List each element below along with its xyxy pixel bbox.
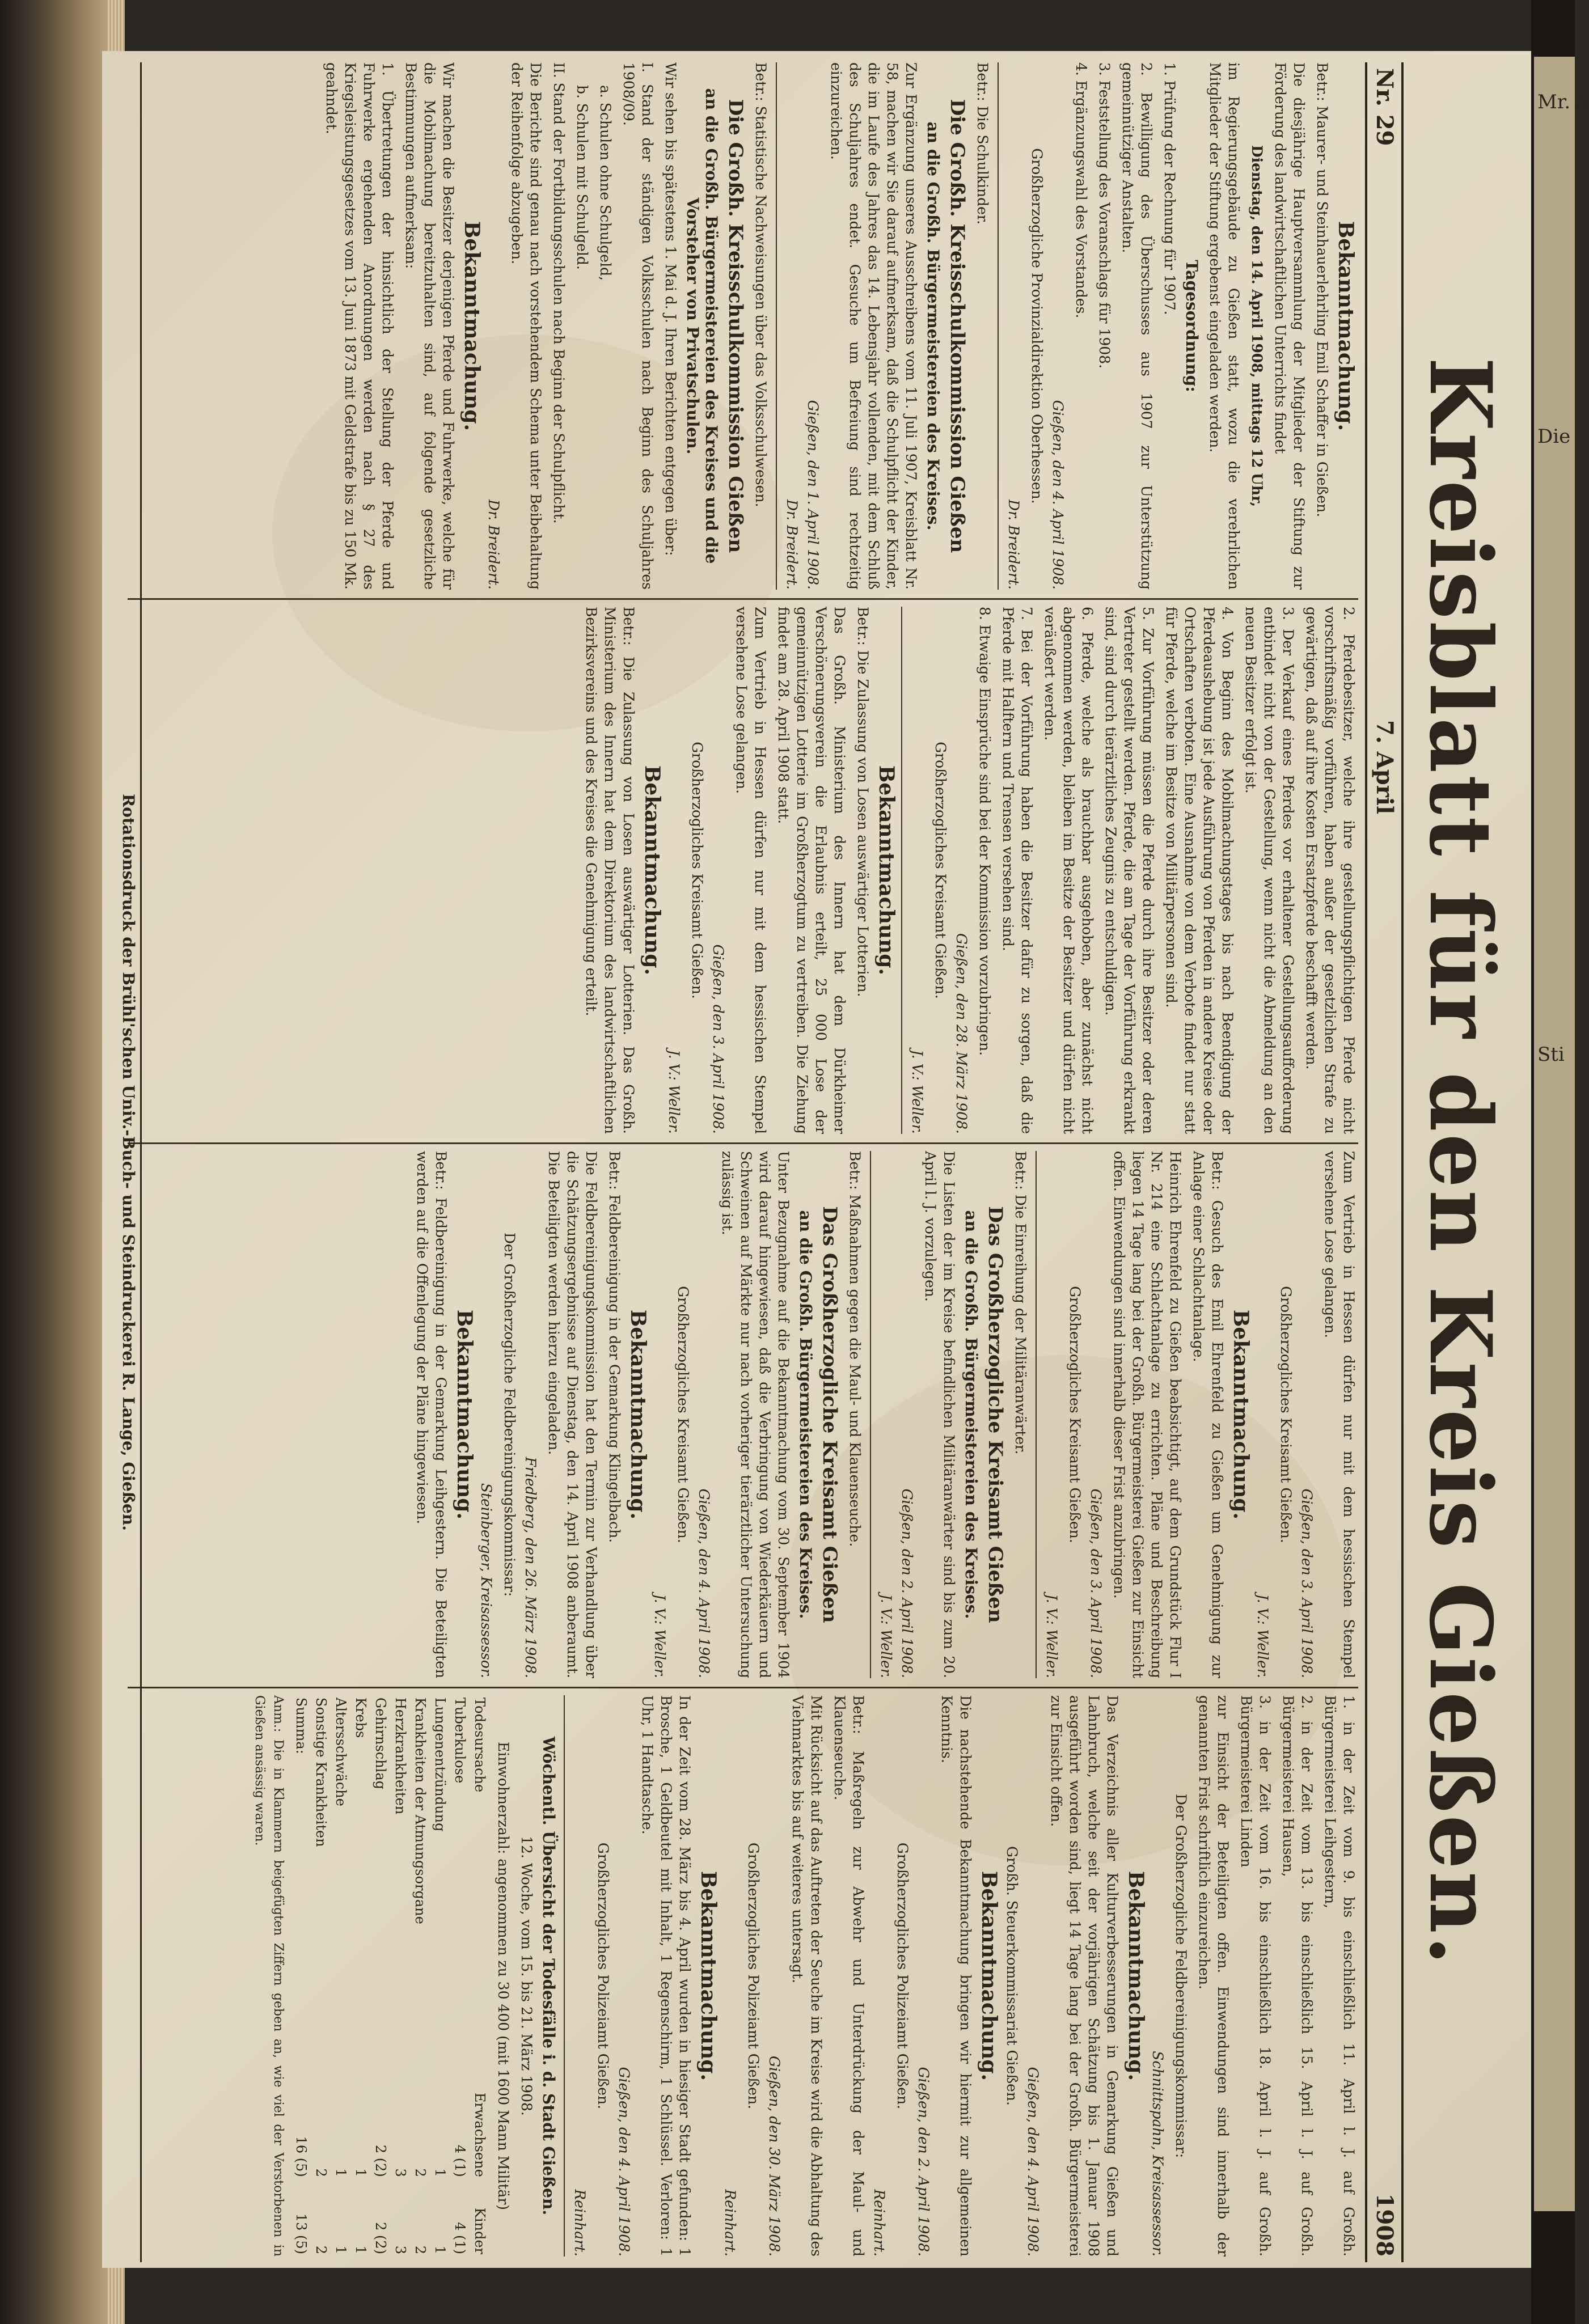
office: Großherzogliches Kreisamt Gießen. bbox=[1067, 1286, 1083, 1543]
addressee: an die Großh. Bürgermeistereien des Kreises. bbox=[962, 1210, 981, 1619]
text: In der Zeit vom 28. März bis 4. April wurden in hiesiger Stadt gefunden: 1 Brosche, 1 Geldbeutel mit Inhalt, 1 Regenschirm, 1 Schlüssel. Verloren: 1 Uhr, 1 Handtasche. bbox=[639, 1695, 693, 2257]
betr: Betr.: Maurer- und Steinhauerlehrling Emil Schaffer in Gießen. bbox=[1314, 62, 1330, 518]
divider bbox=[901, 607, 902, 1134]
text: Mit Rücksicht auf das Auftreten der Seuche im Kreise wird die Abhaltung des Viehmarktes bis auf weiteres untersagt. bbox=[789, 1695, 825, 2257]
table-cell: 4 (1) bbox=[452, 2222, 468, 2254]
place-date: Gießen, den 30. März 1908. bbox=[766, 2056, 783, 2257]
place-date: Friedberg, den 26. März 1908. bbox=[522, 1457, 539, 1678]
masthead bbox=[1401, 62, 1514, 2262]
place-date: Gießen, den 3. April 1908. bbox=[1299, 1488, 1315, 1678]
list-item: 2. in der Zeit vom 13. bis einschließlich 15. April l. J. auf Großh. Bürgermeisterei Hausen, bbox=[1280, 1695, 1315, 2257]
place-date: Gießen, den 1. April 1908. bbox=[805, 400, 821, 590]
printer-imprint: Rotationsdruck der Brühl'schen Univ.-Buch- und Steindruckerei R. Lange, Gießen. bbox=[115, 62, 142, 2262]
signature: J. V.: Weller. bbox=[878, 1594, 894, 1678]
newspaper-title: Kreisblatt für den Kreis Gießen. bbox=[1410, 357, 1510, 1968]
place-date: Gießen, den 3. April 1908. bbox=[710, 944, 726, 1134]
list-item: 2. Pferdebesitzer, welche ihre gestellungspflichtigen Pferde nicht vorschriftsmäßig vorführen, haben außer der gesetzlichen Strafe zu gewärtigen, daß auf ihre Kosten Ersatzpferde beschafft werden. bbox=[1303, 607, 1357, 1134]
signature: J. V.: Weller. bbox=[666, 1049, 682, 1134]
table-cell: 1 bbox=[432, 2168, 448, 2177]
office: Großherzogliches Kreisamt Gießen. bbox=[932, 742, 949, 999]
signature: Reinhart. bbox=[572, 2189, 588, 2257]
signature: Dr. Breidert. bbox=[1005, 499, 1022, 590]
column-rule bbox=[128, 598, 1358, 600]
text: Zum Vertrieb in Hessen dürfen nur mit dem hessischen Stempel versehene Lose gelangen. bbox=[1322, 1151, 1357, 1678]
issue-line bbox=[1365, 62, 1404, 2262]
column-rule bbox=[128, 1142, 1358, 1144]
heading: Bekanntmachung. bbox=[1229, 1309, 1253, 1520]
office: Großherzogliches Polizeiamt Gießen. bbox=[595, 1842, 611, 2110]
signature: Dr. Breidert. bbox=[485, 499, 502, 590]
signature: Dr. Breidert. bbox=[784, 499, 800, 590]
column-2 bbox=[128, 607, 1358, 1134]
betr: Betr.: Die Einreihung der Militäranwärter. bbox=[1012, 1151, 1029, 1455]
signature: J. V.: Weller. bbox=[909, 1049, 925, 1134]
issue-date: 7. April bbox=[1371, 720, 1398, 815]
list-item: a. Schulen ohne Schulgeld, bbox=[597, 85, 614, 281]
table-cell: Lungenentzündung bbox=[432, 1698, 448, 1832]
betr: Betr.: Maßregeln zur Abwehr und Unterdrückung der Maul- und Klauenseuche. bbox=[831, 1695, 867, 2257]
text: Die nachstehende Bekanntmachung bringen wir hiermit zur allgemeinen Kenntnis. bbox=[939, 1695, 974, 2257]
next-page-fragment bbox=[1534, 57, 1589, 2211]
table-cell: 1 bbox=[353, 2245, 369, 2254]
table-cell: 4 (1) bbox=[452, 2144, 468, 2177]
next-page-text: Sti bbox=[1537, 1043, 1565, 1066]
divider bbox=[776, 62, 777, 590]
table-header-row bbox=[470, 1695, 489, 2257]
heading: Bekanntmachung. bbox=[1124, 1870, 1148, 2081]
list-item: 3. in der Zeit vom 16. bis einschließlich 18. April l. J. auf Großh. Bürgermeisterei Linden bbox=[1238, 1695, 1273, 2257]
stats-subtitle: 12. Woche, vom 15. bis 21. März 1908. bbox=[518, 1836, 535, 2116]
stats-population: Einwohnerzahl: angenommen zu 30 400 (mit 1600 Mann Militär) bbox=[495, 1741, 512, 2211]
office: Großherzogliche Provinzialdirektion Oberhessen. bbox=[1029, 148, 1045, 504]
agenda-item: 1. Prüfung der Rechnung für 1907. bbox=[1161, 62, 1178, 315]
issue-year: 1908 bbox=[1371, 2193, 1398, 2257]
table-cell: Altersschwäche bbox=[333, 1698, 349, 1806]
table-header: Todesursache bbox=[472, 1698, 488, 1793]
heading: Bekanntmachung. bbox=[453, 1309, 476, 1520]
signature: J. V.: Weller. bbox=[1043, 1594, 1060, 1678]
office: Großherzogliches Kreisamt Gießen. bbox=[689, 742, 705, 999]
divider bbox=[870, 1151, 871, 1678]
list-item: II. Stand der Fortbildungsschulen nach Beginn der Schulpflicht. bbox=[551, 62, 567, 524]
list-item: 8. Etwaige Einsprüche sind bei der Kommission vorzubringen. bbox=[977, 607, 993, 1056]
signature: J. V.: Weller. bbox=[1254, 1594, 1271, 1678]
office: Großherzogliches Kreisamt Gießen. bbox=[1278, 1286, 1294, 1543]
table-cell: 2 (2) bbox=[373, 2222, 388, 2254]
table-header: Erwachsene bbox=[472, 2092, 488, 2177]
stats-note: Anm.: Die in Klammern beigefügten Ziffern geben an, wie viel der Verstorbenen in Gießen ansässig waren. bbox=[252, 1695, 285, 2257]
text: Das Großh. Ministerium des Innern hat dem Dürkheimer Verschönerungsverein die Erlaubnis erteilt, 25 000 Lose der gemeinnützigen Lotterie im Großherzogtum zu vertreiben. Die Ziehung findet am 28. April 1908 statt. bbox=[775, 607, 848, 1134]
addressee: an die Großh. Bürgermeistereien des Kreises. bbox=[796, 1210, 815, 1619]
rotated-content bbox=[113, 62, 1514, 2262]
betr: Betr.: Die Schulkinder. bbox=[974, 62, 991, 225]
table-cell: 2 bbox=[412, 2245, 428, 2254]
text: 1. Übertretungen der hinsichtlich der Stellung der Pferde und Fuhrwerke ergehenden Anordnungen werden nach § 27 des Kriegsleistungsgesetzes vom 13. Juni 1873 mit Geldstrafe bis zu 150 Mk. geahndet. bbox=[323, 62, 396, 590]
heading: Bekanntmachung. bbox=[460, 221, 484, 431]
table-cell: Krebs bbox=[353, 1698, 369, 1738]
table-row bbox=[430, 1695, 450, 2257]
table-cell: Sonstige Krankheiten bbox=[313, 1698, 329, 1847]
issuer: Die Großh. Kreisschulkommission Gießen bbox=[724, 99, 747, 553]
table-cell: 1 bbox=[353, 2168, 369, 2177]
text: Heinrich Ehrenfeld zu Gießen beabsichtigt, auf dem Grundstück Flur I Nr. 214 eine Schlachtanlage zu errichten. Pläne und Beschreibung liegen 14 Tage lang bei der Großh. Bürgermeisterei Gießen zur Einsicht offen. Einwendungen sind innerhalb dieser Frist anzubringen. bbox=[1111, 1151, 1184, 1678]
table-row bbox=[410, 1695, 430, 2257]
place-date: Gießen, den 4. April 1908. bbox=[1050, 400, 1066, 590]
agenda-title: Tagesordnung: bbox=[1182, 260, 1201, 392]
heading: Bekanntmachung. bbox=[640, 765, 664, 976]
table-cell: 1 bbox=[333, 2245, 349, 2254]
text: Betr.: Feldbereinigung in der Gemarkung Leihgestern. Die Beteiligten werden auf die Offenlegung der Pläne hingewiesen. bbox=[414, 1151, 449, 1678]
text: Die diesjährige Hauptversammlung der Mitglieder der Stiftung zur Förderung des landwirtschaftlichen Unterrichts findet bbox=[1272, 62, 1307, 590]
table-cell: 1 bbox=[432, 2245, 448, 2254]
list-item: 7. Bei der Vorführung haben die Besitzer dafür zu sorgen, daß die Pferde mit Halftern und Trensen versehen sind. bbox=[1000, 607, 1035, 1134]
text: Zur Ergänzung unseres Ausschreibens vom 11. Juli 1907, Kreisblatt Nr. 58, machen wir Sie darauf aufmerksam, daß die Schulpflicht der Kinder, die im Laufe des Jahres das 14. Lebensjahr vollenden, mit dem Schluß des Schuljahres endet. Gesuche um Befreiung sind rechtzeitig einzureichen. bbox=[828, 62, 919, 590]
issue-number: Nr. 29 bbox=[1371, 68, 1398, 146]
text: im Regierungsgebäude zu Gießen statt, wozu die verehrlichen Mitglieder der Stiftung ergebenst eingeladen werden. bbox=[1207, 62, 1242, 590]
table-cell: 13 (5) bbox=[293, 2213, 309, 2254]
place-date: Gießen, den 2. April 1908. bbox=[899, 1488, 915, 1678]
table-row bbox=[311, 1695, 331, 2257]
column-4 bbox=[128, 1695, 1358, 2257]
list-item: 1. in der Zeit vom 9. bis einschließlich 11. April l. J. auf Großh. Bürgermeisterei Leihgestern, bbox=[1322, 1695, 1357, 2257]
column-1 bbox=[128, 62, 1358, 590]
place-date: Gießen, den 3. April 1908. bbox=[1088, 1488, 1104, 1678]
signature: Reinhart. bbox=[871, 2189, 888, 2257]
table-row bbox=[331, 1695, 350, 2257]
table-row bbox=[450, 1695, 470, 2257]
text: zur Einsicht der Beteiligten offen. Einwendungen sind innerhalb der genannten Frist schriftlich einzureichen. bbox=[1196, 1695, 1231, 2257]
table-header: Kinder bbox=[472, 2207, 488, 2254]
place-date: Gießen, den 2. April 1908. bbox=[915, 2067, 932, 2257]
list-item: I. Stand der ständigen Volksschulen nach Beginn des Schuljahres 1908/09. bbox=[620, 62, 656, 590]
stats-title: Wöchentl. Übersicht der Todesfälle i. d. Stadt Gießen. bbox=[539, 1736, 558, 2216]
office: Der Großherzogliche Feldbereinigungskommissar: bbox=[1173, 1793, 1189, 2158]
divider bbox=[564, 1695, 565, 2257]
table-row bbox=[370, 1695, 390, 2257]
list-item: 3. Der Verkauf eines Pferdes vor erhaltener Gestellungsaufforderung entbindet nicht von der Gestellung, wenn nicht die Abmeldung an den neuen Besitzer erfolgt ist. bbox=[1243, 607, 1296, 1134]
table-cell: 2 bbox=[313, 2168, 329, 2177]
text: Zum Vertrieb in Hessen dürfen nur mit dem hessischen Stempel versehene Lose gelangen. bbox=[733, 607, 768, 1134]
text: Wir machen die Besitzer derjenigen Pferde und Fuhrwerke, welche für die Mobilmachung bereitzuhalten sind, auf folgende gesetzliche Bestimmungen aufmerksam: bbox=[403, 62, 457, 590]
text: Wir sehen bis spätestens 1. Mai d. J. Ihren Berichten entgegen über: bbox=[662, 62, 679, 556]
list-item: 4. Von Beginn des Mobilmachungstages bis nach Beendigung der Pferdeaushebung ist jede Ausführung von Pferden in andere Kreise oder Ortschaften verboten. Eine Ausnahme von dem Verbote findet nur statt für Pferde, welche im Besitze von Militärpersonen sind. bbox=[1163, 607, 1236, 1134]
table-cell: 2 (2) bbox=[373, 2144, 388, 2177]
table-row bbox=[350, 1695, 370, 2257]
table-cell: 3 bbox=[392, 2245, 408, 2254]
meeting-date: Dienstag, den 14. April 1908, mittags 12 Uhr, bbox=[1249, 145, 1265, 507]
text: Die Listen der im Kreise befindlichen Militäranwärter sind bis zum 20. April l. J. vorzulegen. bbox=[922, 1151, 957, 1678]
heading: Bekanntmachung. bbox=[874, 765, 898, 976]
text: Unter Bezugnahme auf die Bekanntmachung vom 30. September 1904 wird darauf hingewiesen, daß die Verbringung von Wiederkäuern und Schweinen auf Märkte nur nach vorheriger tierärztlicher Untersuchung zulässig ist. bbox=[719, 1151, 792, 1678]
office: Großherzogliches Polizeiamt Gießen. bbox=[894, 1842, 911, 2110]
text: Betr.: Die Zulassung von Losen auswärtiger Lotterien. Das Großh. Ministerium des Innern hat dem Direktorium des landwirtschaftlichen Bezirksvereins und des Kreises die Genehmigung erteilt. bbox=[583, 607, 637, 1134]
text: Die Feldbereinigungskommission hat den Termin zur Verhandlung über die Schätzungsergebnisse auf Dienstag, den 14. April 1908 anberaumt. Die Beteiligten werden hierzu eingeladen. bbox=[546, 1151, 599, 1678]
list-item: 6. Pferde, welche als brauchbar ausgehoben, aber zunächst nicht abgenommen werden, bleiben im Besitze der Besitzer und dürfen nicht veräußert werden. bbox=[1042, 607, 1096, 1134]
table-total-row bbox=[291, 1695, 311, 2257]
table-cell: 2 bbox=[412, 2168, 428, 2177]
agenda-item: 4. Ergänzungswahl des Vorstandes. bbox=[1073, 62, 1089, 319]
heading: Bekanntmachung. bbox=[696, 1870, 720, 2081]
text: Die Berichte sind genau nach vorstehendem Schema unter Beibehaltung der Reihenfolge abzugeben. bbox=[509, 62, 544, 590]
place-date: Gießen, den 28. März 1908. bbox=[953, 933, 970, 1134]
text: Das Verzeichnis aller Kulturverbesserungen in Gemarkung Gießen und Lahnbruch, welche seit der vorjährigen Schätzung bis 1. Januar 1908 ausgeführt worden sind, liegt 14 Tage lang bei der Großh. Bürgermeisterei zur Einsicht offen. bbox=[1048, 1695, 1121, 2257]
betr: Betr.: Die Zulassung von Losen auswärtiger Lotterien. bbox=[855, 607, 871, 997]
divider bbox=[1036, 1151, 1037, 1678]
office: Großherzogliches Kreisamt Gießen. bbox=[675, 1286, 691, 1543]
betr: Betr.: Gesuch des Emil Ehrenfeld zu Gießen um Genehmigung zur Anlage einer Schlachtanlage. bbox=[1190, 1151, 1225, 1678]
place-date: Gießen, den 4. April 1908. bbox=[1025, 2067, 1041, 2257]
table-cell: 2 bbox=[313, 2245, 329, 2254]
table-cell: Krankheiten der Atmungsorgane bbox=[412, 1698, 428, 1924]
table-cell: 3 bbox=[392, 2168, 408, 2177]
addressee: an die Großh. Bürgermeistereien des Kreises. bbox=[924, 121, 943, 531]
divider bbox=[998, 62, 999, 590]
list-item: b. Schulen mit Schulgeld. bbox=[574, 85, 590, 270]
betr: Betr.: Maßnahmen gegen die Maul- und Klauenseuche. bbox=[847, 1151, 863, 1547]
table-cell: Summa: bbox=[293, 1698, 309, 1754]
table-cell: 16 (5) bbox=[293, 2136, 309, 2177]
newspaper-page bbox=[102, 51, 1531, 2268]
addressee: an die Großh. Bürgermeistereien des Kreises und die Vorsteher von Privatschulen. bbox=[683, 88, 721, 564]
next-page-text: Die bbox=[1537, 425, 1571, 448]
heading: Bekanntmachung. bbox=[1334, 221, 1358, 431]
agenda-item: 2. Bewilligung des Überschusses aus 1907 zur Unterstützung gemeinnütziger Anstalten. bbox=[1119, 62, 1155, 590]
office: Großherzogliches Polizeiamt Gießen. bbox=[745, 1842, 762, 2110]
heading: Bekanntmachung. bbox=[626, 1309, 650, 1520]
signature: Reinhart. bbox=[722, 2189, 738, 2257]
office: Großh. Steuerkommissariat Gießen. bbox=[1004, 1846, 1020, 2106]
table-cell: Herzkrankheiten bbox=[392, 1698, 408, 1815]
list-item: 5. Zur Vorführung müssen die Pferde durch ihre Besitzer oder deren Vertreter gestellt werden. Pferde, die am Tage der Vorführung erkrankt sind, sind durch tierärztliches Zeugnis zu entschuldigen. bbox=[1102, 607, 1156, 1134]
table-row bbox=[390, 1695, 410, 2257]
issuer: Das Großherzogliche Kreisamt Gießen bbox=[818, 1206, 841, 1623]
heading: Bekanntmachung. bbox=[977, 1870, 1001, 2081]
issuer: Die Großh. Kreisschulkommission Gießen bbox=[946, 99, 969, 553]
betr: Betr.: Feldbereinigung in der Gemarkung Klingelbach. bbox=[606, 1151, 623, 1543]
place-date: Gießen, den 4. April 1908. bbox=[696, 1488, 712, 1678]
column-rule bbox=[128, 1687, 1358, 1688]
place-date: Gießen, den 4. April 1908. bbox=[616, 2067, 632, 2257]
signature: Schnittspahn, Kreisassessor. bbox=[1150, 2051, 1166, 2257]
betr: Betr.: Statistische Nachweisungen über das Volksschulwesen. bbox=[753, 62, 769, 507]
death-statistics-table bbox=[291, 1695, 489, 2257]
office: Der Großherzogliche Feldbereinigungskommissar: bbox=[501, 1232, 518, 1597]
signature: J. V.: Weller. bbox=[652, 1594, 668, 1678]
agenda-item: 3. Feststellung des Voranschlags für 1908. bbox=[1096, 62, 1113, 369]
table-cell: Tuberkulose bbox=[452, 1698, 468, 1784]
table-cell: Gehirnschlag bbox=[373, 1698, 388, 1789]
signature: Steinberger, Kreisassessor. bbox=[478, 1483, 495, 1678]
column-3 bbox=[128, 1151, 1358, 1678]
next-page-text: Mr. 5 bbox=[1537, 91, 1589, 113]
table-cell: 1 bbox=[333, 2168, 349, 2177]
issuer: Das Großherzogliche Kreisamt Gießen bbox=[984, 1206, 1007, 1623]
book-binding bbox=[0, 0, 108, 2324]
